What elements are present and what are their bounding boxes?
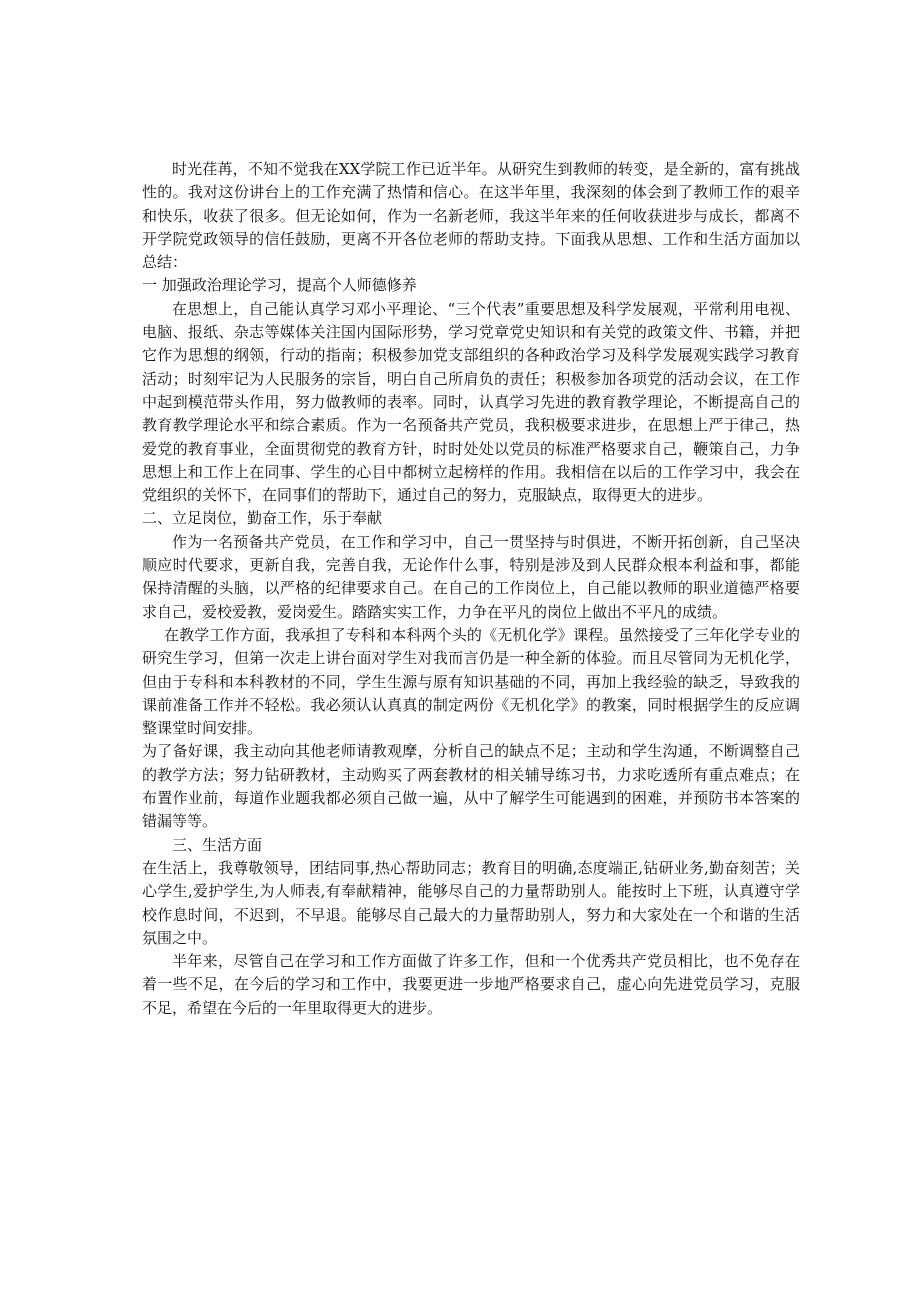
section-heading-3: 三、生活方面: [172, 835, 263, 854]
document-body: [142, 158, 800, 1020]
section-2-paragraph-1: 作为一名预备共产党员，在工作和学习中，自己一贯坚持与时俱进，不断开拓创新，自己坚决顺应时代要求，更新自我，完善自我，无论作什么事，特别是涉及到人民群众根本利益和事，都能保持清醒的头脑，以严格的纪律要求自己。在自己的工作岗位上，自己能以教师的职业道德严格要求自己，爱校爱教，爱岗爱生。踏踏实实工作，力争在平凡的岗位上做出不平凡的成绩。: [142, 532, 800, 621]
section-2-paragraph-2: 在教学工作方面，我承担了专科和本科两个头的《无机化学》课程。虽然接受了三年化学专业的研究生学习，但第一次走上讲台面对学生对我而言仍是一种全新的体验。而且尽管同为无机化学，但由于专科和本科教材的不同，学生生源与原有知识基础的不同，再加上我经验的缺乏，导致我的课前准备工作并不轻松。我必须认认真真的制定两份《无机化学》的教案，同时根据学生的反应调整课堂时间安排。: [142, 625, 800, 738]
section-heading-1: 一 加强政治理论学习，提高个人师德修养: [142, 276, 417, 295]
section-heading-2: 二、立足岗位，勤奋工作，乐于奉献: [142, 509, 383, 528]
intro-paragraph: 时光荏苒，不知不觉我在XX学院工作已近半年。从研究生到教师的转变，是全新的，富有挑战性的。我对这份讲台上的工作充满了热情和信心。在这半年里，我深刻的体会到了教师工作的艰辛和快乐，收获了很多。但无论如何，作为一名新老师，我这半年来的任何收获进步与成长，都离不开学院党政领导的信任鼓励，更离不开各位老师的帮助支持。下面我从思想、工作和生活方面加以总结：: [142, 160, 800, 272]
section-1-paragraph: 在思想上，自己能认真学习邓小平理论、“三个代表”重要思想及科学发展观，平常利用电视、电脑、报纸、杂志等媒体关注国内国际形势，学习党章党史知识和有关党的政策文件、书籍，并把它作为思想的纲领，行动的指南；积极参加党支部组织的各种政治学习及科学发展观实践学习教育活动；时刻牢记为人民服务的宗旨，明白自己所肩负的责任；积极参加各项党的活动会议，在工作中起到模范带头作用，努力做教师的表率。同时，认真学习先进的教育教学理论，不断提高自己的教育教学理论水平和综合素质。作为一名预备共产党员，我积极要求进步，在思想上严于律己，热爱党的教育事业，全面贯彻党的教育方针，时时处处以党员的标准严格要求自己，鞭策自己，力争思想上和工作上在同事、学生的心目中都树立起榜样的作用。我相信在以后的工作学习中，我会在党组织的关怀下，在同事们的帮助下，通过自己的努力，克服缺点，取得更大的进步。: [142, 299, 800, 505]
conclusion-paragraph: 半年来，尽管自己在学习和工作方面做了许多工作，但和一个优秀共产党员相比，也不免存在着一些不足，在今后的学习和工作中，我要更进一步地严格要求自己，虚心向先进党员学习，克服不足，希望在今后的一年里取得更大的进步。: [142, 952, 800, 1017]
section-3-paragraph: 在生活上，我尊敬领导，团结同事,热心帮助同志；教育目的明确,态度端正,钻研业务,勤奋刻苦；关心学生,爱护学生,为人师表,有奉献精神，能够尽自己的力量帮助别人。能按时上下班，认真遵守学校作息时间，不迟到，不早退。能够尽自己最大的力量帮助别人，努力和大家处在一个和谐的生活氛围之中。: [142, 858, 800, 947]
section-2-paragraph-3: 为了备好课，我主动向其他老师请教观摩，分析自己的缺点不足；主动和学生沟通，不断调整自己的教学方法；努力钻研教材，主动购买了两套教材的相关辅导练习书，力求吃透所有重点难点；在布置作业前，每道作业题我都必须自己做一遍，从中了解学生可能遇到的困难，并预防书本答案的错漏等等。: [142, 742, 800, 831]
